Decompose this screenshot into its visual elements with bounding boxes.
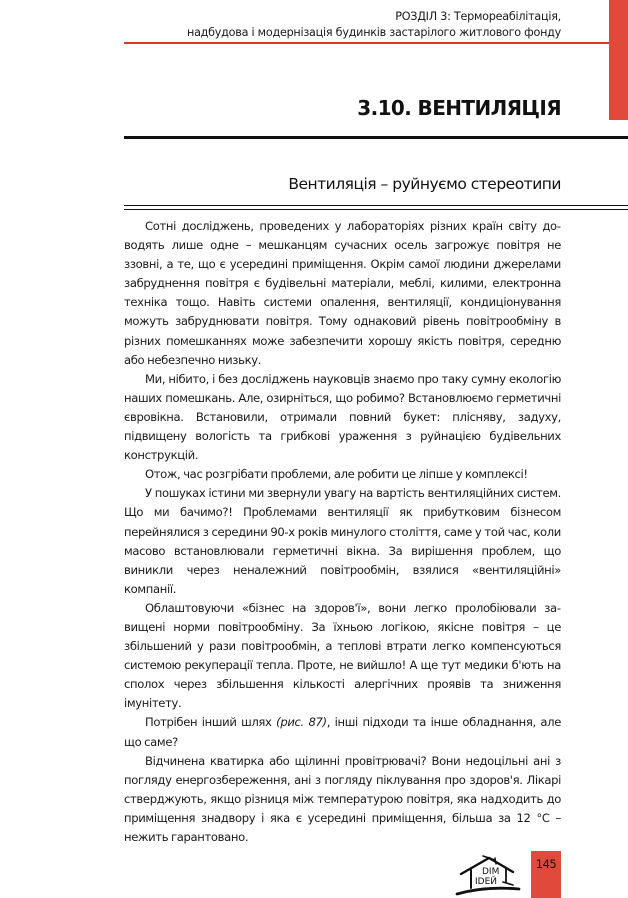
running-header-line-2: надбудова і модернізація будинків застарілого житлового фонду [187,26,561,39]
logo-text-dim: DIM [482,867,500,877]
paragraph-text: Потрібен інший шлях [145,715,277,730]
header-rule [124,42,609,44]
paragraph-text: , інші підходи та інше обладнання, але що саме? [124,715,561,749]
paragraph: Облаштовуючи «бізнес на здоров'ї», вони легко пролобіювали завищені норми повітрообміну. За їхньою логікою, якісне повітря – це збільшений у рази повітрообмін, а теплові втрати легко компенсуються системою рекуперації тепла. Проте, не вийшло! А ще тут медики б'ють на сполох через збільшення кількості алергічних проявів та зниження імунітету. [124,600,561,711]
running-header-line-1: РОЗДІЛ 3: Термореабілітація, [395,10,561,23]
page-number-box [531,851,561,898]
body-text [124,217,561,847]
section-double-rule [124,205,628,210]
page-number: 145 [535,857,557,871]
paragraph: Відчинена кватирка або щілинні провітрювачі? Вони недоцільні ані з погляду енергозбереження, ані з погляду піклування про здоров'я. Лікарі стверджують, якщо різниця між температурою повітря, яка надходить до приміщення знадвору і яка є усередині приміщення, більша за 12 °С – нежить гарантовано. [124,753,561,844]
paragraph [124,713,561,751]
paragraph: Сотні досліджень, проведених у лабораторіях різних країн світу доводять лише одне – мешканцям сучасних осель загрожує повітря не ззовні, а те, що є усередині приміщення. Окрім самої людини джерелами забруднення повітря є будівельні матеріали, меблі, килими, електронна техніка тощо. Навіть системи опалення, вентиляції, кондиціонування можуть забруднювати повітря. Тому однаковий рівень повітрообміну в різних помешканнях може забезпечити хорошу якість повітря, середню або небезпечно низьку. [124,219,561,367]
section-title: Вентиляція – руйнуємо стереотипи [288,175,561,193]
logo-text-idei: IDEЙ [475,877,498,887]
running-header [187,9,561,41]
chapter-title-rule [124,136,628,139]
dim-idei-logo [455,852,523,896]
figure-reference[interactable]: (рис. 87) [276,715,327,730]
paragraph: У пошуках істини ми звернули увагу на вартість вентиляційних систем. Що ми бачимо?! Проблемами вентиляції як прибутковим бізнесом перейнялися з середини 90-х років минулого століття, саме у той час, коли масово встановлювали герметичні вікна. За вирішення проблем, що виникли через неналежний повітрообмін, взялися «вентиляційні» компанії. [124,486,561,596]
chapter-accent-bar [609,0,628,120]
chapter-title: 3.10. ВЕНТИЛЯЦІЯ [357,96,561,120]
paragraph: Ми, нібито, і без досліджень науковців знаємо про таку сумну екологію наших помешкань. Але, озирніться, що робимо? Встановлюємо герметичні євровікна. Встановили, отримали повний букет: плісняву, задуху, підвищену вологість та грибкові ураження з руйнацією будівельних конструкцій. [124,371,561,463]
paragraph: Отож, час розгрібати проблеми, але робити це ліпше у комплексі! [145,467,528,482]
